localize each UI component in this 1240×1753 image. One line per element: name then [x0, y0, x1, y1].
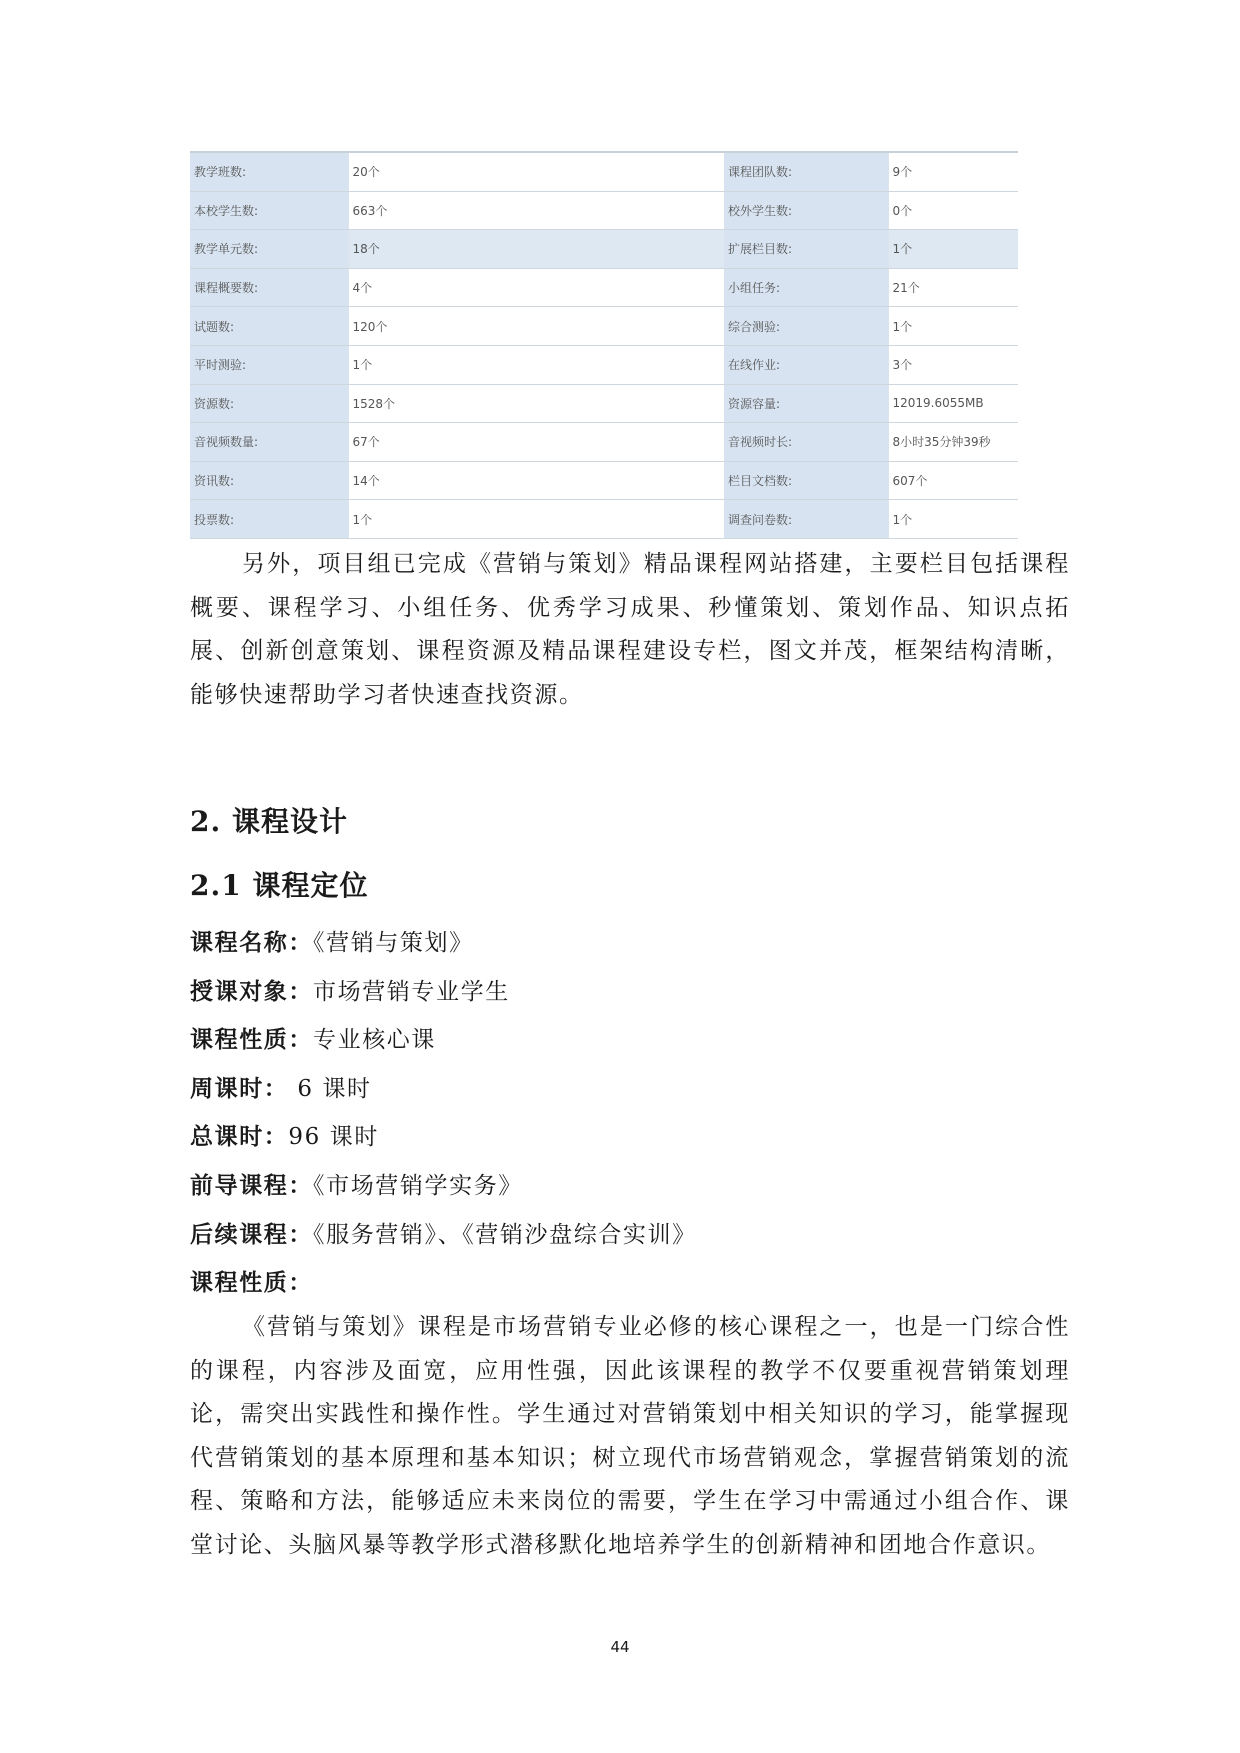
field-course-name [190, 924, 474, 957]
table-row [190, 191, 1018, 230]
course-stats-table [190, 151, 1018, 539]
table-row [190, 268, 1018, 307]
stat-value: 67个 [348, 423, 724, 462]
field-followup [190, 1216, 697, 1249]
stat-label: 栏目文档数: [724, 461, 888, 500]
field-key: 课程名称： [190, 929, 313, 956]
field-nature [190, 1021, 436, 1054]
stat-value: 21个 [888, 268, 1018, 307]
field-value: 6 课时 [288, 1076, 372, 1102]
field-key: 前导课程： [190, 1172, 313, 1199]
table-row [190, 152, 1018, 191]
stat-value: 12019.6055MB [888, 384, 1018, 423]
stat-label: 课程概要数: [190, 268, 348, 307]
field-total-hours [190, 1118, 379, 1151]
stat-value: 3个 [888, 345, 1018, 384]
stat-label: 教学单元数: [190, 230, 348, 269]
table-row [190, 384, 1018, 423]
table-row [190, 423, 1018, 462]
stat-value: 1个 [888, 500, 1018, 539]
stat-value: 14个 [348, 461, 724, 500]
field-key: 课程性质： [190, 1269, 313, 1296]
stat-value: 20个 [348, 152, 724, 191]
nature-paragraph: 《营销与策划》课程是市场营销专业必修的核心课程之一，也是一门综合性的课程，内容涉及面宽，应用性强，因此该课程的教学不仅要重视营销策划理论，需突出实践性和操作性。学生通过对营销策划中相关知识的学习，能掌握现代营销策划的基本原理和基本知识；树立现代市场营销观念，掌握营销策划的流程、策略和方法，能够适应未来岗位的需要，学生在学习中需通过小组合作、课堂讨论、头脑风暴等教学形式潜移默化地培养学生的创新精神和团地合作意识。 [190, 1314, 1070, 1558]
stat-value: 9个 [888, 152, 1018, 191]
field-audience [190, 973, 510, 1006]
field-value: 市场营销专业学生 [313, 979, 510, 1005]
field-key: 课程性质： [190, 1026, 313, 1053]
field-value: 专业核心课 [313, 1027, 436, 1053]
stat-label: 资源数: [190, 384, 348, 423]
field-prerequisite [190, 1167, 523, 1200]
table-row [190, 461, 1018, 500]
table-row [190, 345, 1018, 384]
stat-label: 小组任务: [724, 268, 888, 307]
stat-label: 教学班数: [190, 152, 348, 191]
table-row [190, 500, 1018, 539]
stat-label: 资源容量: [724, 384, 888, 423]
stat-value: 8小时35分钟39秒 [888, 423, 1018, 462]
field-value: 《服务营销》、《营销沙盘综合实训》 [313, 1222, 697, 1248]
stat-label: 资讯数: [190, 461, 348, 500]
stat-value: 1个 [348, 345, 724, 384]
field-weekly-hours [190, 1070, 372, 1103]
stat-label: 综合测验: [724, 307, 888, 346]
field-value: 《营销与策划》 [313, 930, 474, 956]
stat-value: 1个 [348, 500, 724, 539]
stat-label: 音视频时长: [724, 423, 888, 462]
stat-value: 18个 [348, 230, 724, 269]
field-key: 周课时： [190, 1075, 289, 1102]
field-nature-heading [190, 1264, 313, 1297]
field-key: 总课时： [190, 1123, 289, 1150]
section-heading-2-1: 2.1 课程定位 [190, 869, 369, 902]
stat-label: 课程团队数: [724, 152, 888, 191]
page-number: 44 [610, 1638, 630, 1656]
stat-label: 扩展栏目数: [724, 230, 888, 269]
section-heading-2: 2. 课程设计 [190, 805, 348, 838]
stat-value: 607个 [888, 461, 1018, 500]
table-row [190, 307, 1018, 346]
field-value: 96 课时 [288, 1124, 379, 1150]
intro-paragraph: 另外，项目组已完成《营销与策划》精品课程网站搭建，主要栏目包括课程概要、课程学习、小组任务、优秀学习成果、秒懂策划、策划作品、知识点拓展、创新创意策划、课程资源及精品课程建设专栏，图文并茂，框架结构清晰，能够快速帮助学习者快速查找资源。 [190, 551, 1070, 708]
stat-label: 投票数: [190, 500, 348, 539]
stat-label: 本校学生数: [190, 191, 348, 230]
stat-label: 校外学生数: [724, 191, 888, 230]
stat-value: 1528个 [348, 384, 724, 423]
stat-label: 试题数: [190, 307, 348, 346]
stat-label: 平时测验: [190, 345, 348, 384]
field-key: 后续课程： [190, 1221, 313, 1248]
stat-label: 在线作业: [724, 345, 888, 384]
stat-label: 音视频数量: [190, 423, 348, 462]
stat-value: 0个 [888, 191, 1018, 230]
field-value: 《市场营销学实务》 [313, 1173, 523, 1199]
field-key: 授课对象： [190, 978, 313, 1005]
stat-value: 1个 [888, 230, 1018, 269]
stat-label: 调查问卷数: [724, 500, 888, 539]
table-row [190, 230, 1018, 269]
stat-value: 1个 [888, 307, 1018, 346]
stat-value: 4个 [348, 268, 724, 307]
stat-value: 120个 [348, 307, 724, 346]
stat-value: 663个 [348, 191, 724, 230]
